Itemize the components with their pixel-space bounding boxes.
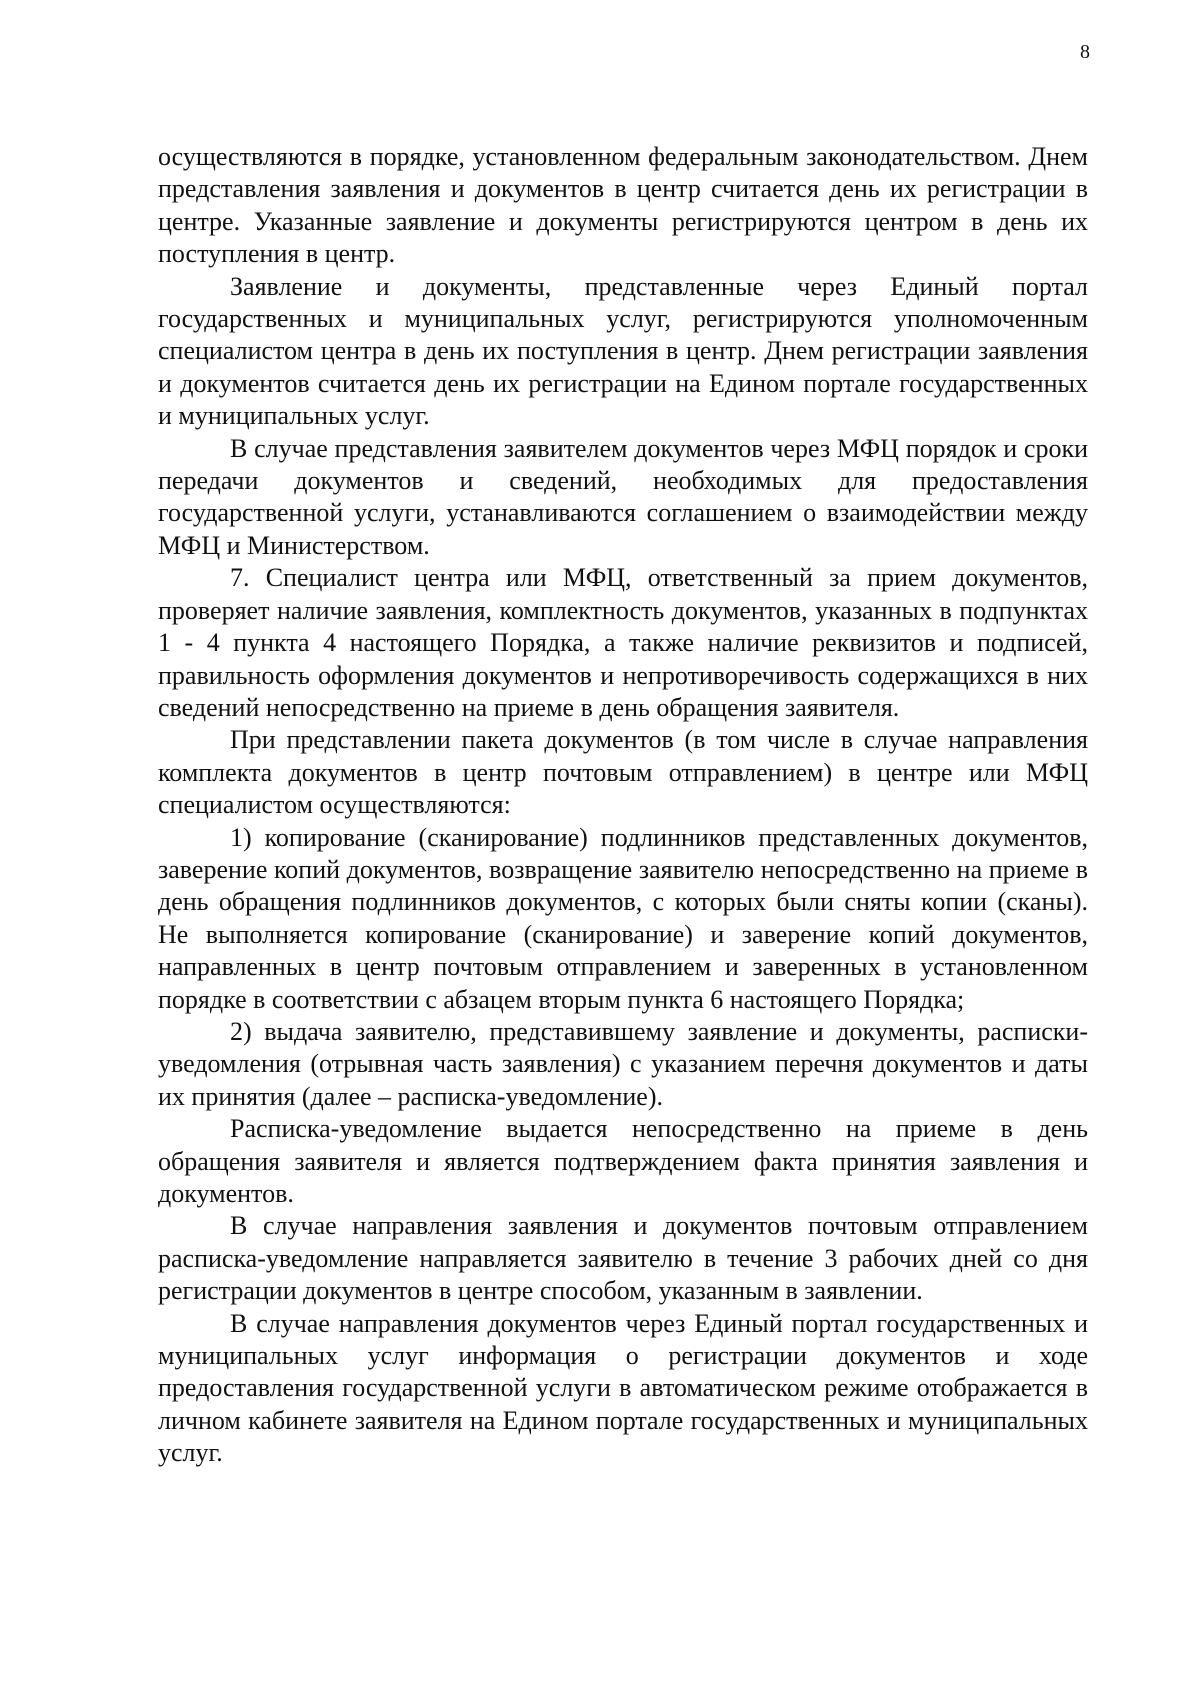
document-body	[158, 141, 1088, 1470]
paragraph-continuation: осуществляются в порядке, установленном федеральным законодательством. Днем представления заявления и документов в центр считается день их регистрации в центре. Указанные заявление и документы регистрируются центром в день их поступления в центр.	[158, 142, 1088, 269]
paragraph-epgu-registration: Заявление и документы, представленные через Единый портал государственных и муниципальных услуг, регистрируются уполномоченным специалистом центра в день их поступления в центр. Днем регистрации заявления и документов считается день их регистрации на Едином портале государственных и муниципальных услуг.	[158, 271, 1088, 431]
paragraph-receipt-notice: Расписка-уведомление выдается непосредственно на приеме в день обращения заявителя и является подтверждением факта принятия заявления и документов.	[158, 1114, 1088, 1208]
paragraph-subitem-1: 1) копирование (сканирование) подлинников представленных документов, заверение копий документов, возвращение заявителю непосредственно на приеме в день обращения подлинников документов, с которых были сняты копии (сканы). Не выполняется копирование (сканирование) и заверение копий документов, направленных в центр почтовым отправлением и заверенных в установленном порядке в соответствии с абзацем вторым пункта 6 настоящего Порядка;	[158, 822, 1088, 1014]
paragraph-subitem-2: 2) выдача заявителю, представившему заявление и документы, расписки-уведомления (отрывная часть заявления) с указанием перечня документов и даты их принятия (далее – расписка-уведомление).	[158, 1016, 1088, 1111]
paragraph-epgu-status: В случае направления документов через Единый портал государственных и муниципальных услуг информация о регистрации документов и ходе предоставления государственной услуги в автоматическом режиме отображается в личном кабинете заявителя на Едином портале государственных и муниципальных услуг.	[158, 1308, 1088, 1468]
paragraph-document-package: При представлении пакета документов (в том числе в случае направления комплекта документов в центр почтовым отправлением) в центре или МФЦ специалистом осуществляются:	[158, 725, 1088, 820]
paragraph-mfc-transfer: В случае представления заявителем документов через МФЦ порядок и сроки передачи документов и сведений, необходимых для предоставления государственной услуги, устанавливаются соглашением о взаимодействии между МФЦ и Министерством.	[158, 433, 1088, 560]
paragraph-item-7: 7. Специалист центра или МФЦ, ответственный за прием документов, проверяет наличие заявления, комплектность документов, указанных в подпунктах 1 - 4 пункта 4 настоящего Порядка, а также наличие реквизитов и подписей, правильность оформления документов и непротиворечивость содержащихся в них сведений непосредственно на приеме в день обращения заявителя.	[158, 563, 1088, 722]
page-number: 8	[1080, 41, 1090, 63]
paragraph-postal-submission: В случае направления заявления и документов почтовым отправлением расписка-уведомление направляется заявителю в течение 3 рабочих дней со дня регистрации документов в центре способом, указанным в заявлении.	[158, 1211, 1088, 1306]
